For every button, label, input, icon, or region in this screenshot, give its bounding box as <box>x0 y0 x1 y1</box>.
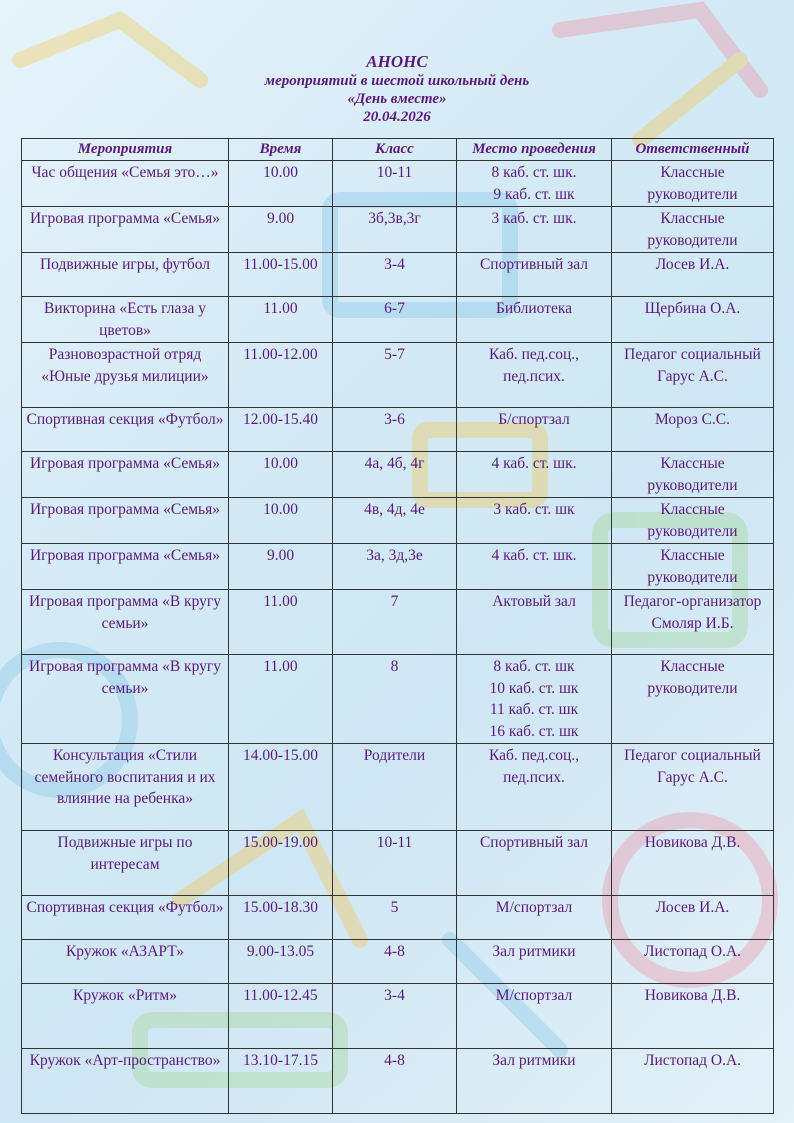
place-line: М/спортзал <box>495 987 573 1004</box>
place-line: Зал ритмики <box>492 943 576 960</box>
responsible-cell: Педагог социальный Гарус А.С. <box>612 343 774 408</box>
place-cell <box>457 498 612 544</box>
class-cell: 6-7 <box>333 297 457 343</box>
place-line: 10 каб. ст. шк <box>489 679 579 697</box>
table-row <box>22 544 774 590</box>
place-cell <box>457 544 612 590</box>
place-line: 8 каб. ст. шк. <box>491 164 577 181</box>
class-cell: 5 <box>333 896 457 940</box>
table-row <box>22 498 774 544</box>
table-row <box>22 408 774 452</box>
place-cell <box>457 1049 612 1114</box>
place-cell <box>457 831 612 896</box>
time-cell: 11.00 <box>229 297 333 343</box>
event-cell: Игровая программа «Семья» <box>22 498 229 544</box>
class-cell: 4-8 <box>333 1049 457 1114</box>
place-line: М/спортзал <box>495 899 573 916</box>
events-table <box>21 138 774 1114</box>
responsible-cell: Лосев И.А. <box>612 253 774 297</box>
event-cell: Кружок «Ритм» <box>22 984 229 1049</box>
class-cell: 5-7 <box>333 343 457 408</box>
time-cell: 13.10-17.15 <box>229 1049 333 1114</box>
time-cell: 9.00 <box>229 207 333 253</box>
time-cell: 10.00 <box>229 161 333 207</box>
table-row <box>22 343 774 408</box>
time-cell: 12.00-15.40 <box>229 408 333 452</box>
event-cell: Спортивная секция «Футбол» <box>22 408 229 452</box>
place-line: Каб. пед.соц., пед.псих. <box>488 747 580 786</box>
event-cell: Игровая программа «Семья» <box>22 544 229 590</box>
event-cell: Спортивная секция «Футбол» <box>22 896 229 940</box>
place-cell <box>457 590 612 655</box>
time-cell: 15.00-19.00 <box>229 831 333 896</box>
class-cell: 3-6 <box>333 408 457 452</box>
place-cell <box>457 408 612 452</box>
place-line: 4 каб. ст. шк. <box>491 455 577 472</box>
event-cell: Игровая программа «В кругу семьи» <box>22 590 229 655</box>
place-line: Зал ритмики <box>492 1052 576 1069</box>
table-row <box>22 297 774 343</box>
column-header: Время <box>229 139 333 161</box>
time-cell: 11.00-12.45 <box>229 984 333 1049</box>
table-row <box>22 984 774 1049</box>
class-cell: 4-8 <box>333 940 457 984</box>
event-cell: Кружок «АЗАРТ» <box>22 940 229 984</box>
column-header: Место проведения <box>457 139 612 161</box>
page-theme: «День вместе» <box>347 91 447 107</box>
event-cell: Викторина «Есть глаза у цветов» <box>22 297 229 343</box>
class-cell: 3б,3в,3г <box>333 207 457 253</box>
time-cell: 9.00 <box>229 544 333 590</box>
class-cell: 4в, 4д, 4е <box>333 498 457 544</box>
responsible-cell: Классные руководители <box>612 452 774 498</box>
class-cell: 3-4 <box>333 253 457 297</box>
responsible-cell: Классные руководители <box>612 207 774 253</box>
event-cell: Игровая программа «В кругу семьи» <box>22 655 229 744</box>
event-cell: Консультация «Стили семейного воспитания и их влияние на ребенка» <box>22 744 229 831</box>
place-line: Спортивный зал <box>479 256 589 273</box>
time-cell: 11.00 <box>229 590 333 655</box>
class-cell: Родители <box>333 744 457 831</box>
table-row <box>22 452 774 498</box>
place-line: 4 каб. ст. шк. <box>491 547 577 564</box>
place-cell <box>457 940 612 984</box>
table-row <box>22 831 774 896</box>
table-row <box>22 161 774 207</box>
time-cell: 10.00 <box>229 498 333 544</box>
responsible-cell: Классные руководители <box>612 161 774 207</box>
time-cell: 14.00-15.00 <box>229 744 333 831</box>
place-line: Библиотека <box>495 300 573 317</box>
page-date: 20.04.2026 <box>363 109 431 125</box>
class-cell: 7 <box>333 590 457 655</box>
place-line: Каб. пед.соц., пед.псих. <box>488 346 580 385</box>
table-row <box>22 590 774 655</box>
place-cell <box>457 896 612 940</box>
event-cell: Час общения «Семья это…» <box>22 161 229 207</box>
event-cell: Подвижные игры, футбол <box>22 253 229 297</box>
responsible-cell: Новикова Д.В. <box>612 831 774 896</box>
place-cell <box>457 253 612 297</box>
place-line: 3 каб. ст. шк. <box>491 210 577 227</box>
place-line: 16 каб. ст. шк <box>489 722 579 740</box>
place-line: Актовый зал <box>492 593 576 610</box>
responsible-cell: Щербина О.А. <box>612 297 774 343</box>
place-cell <box>457 984 612 1049</box>
place-line: 8 каб. ст. шк <box>493 658 575 675</box>
event-cell: Игровая программа «Семья» <box>22 207 229 253</box>
event-cell: Разновозрастной отряд «Юные друзья милиции» <box>22 343 229 408</box>
responsible-cell: Классные руководители <box>612 498 774 544</box>
time-cell: 15.00-18.30 <box>229 896 333 940</box>
table-row <box>22 207 774 253</box>
table-row <box>22 655 774 744</box>
time-cell: 11.00-15.00 <box>229 253 333 297</box>
column-header: Класс <box>333 139 457 161</box>
responsible-cell: Классные руководители <box>612 544 774 590</box>
event-cell: Кружок «Арт-пространство» <box>22 1049 229 1114</box>
responsible-cell: Классные руководители <box>612 655 774 744</box>
table-row <box>22 1049 774 1114</box>
table-body <box>22 161 774 1114</box>
page-title: АНОНС <box>366 52 428 71</box>
responsible-cell: Новикова Д.В. <box>612 984 774 1049</box>
class-cell: 8 <box>333 655 457 744</box>
time-cell: 10.00 <box>229 452 333 498</box>
event-cell: Игровая программа «Семья» <box>22 452 229 498</box>
class-cell: 10-11 <box>333 831 457 896</box>
column-header: Ответственный <box>612 139 774 161</box>
responsible-cell: Листопад О.А. <box>612 1049 774 1114</box>
place-cell <box>457 452 612 498</box>
class-cell: 10-11 <box>333 161 457 207</box>
class-cell: 3-4 <box>333 984 457 1049</box>
time-cell: 11.00-12.00 <box>229 343 333 408</box>
page-subtitle: мероприятий в шестой школьный день <box>264 73 530 89</box>
place-cell <box>457 343 612 408</box>
responsible-cell: Педагог социальный Гарус А.С. <box>612 744 774 831</box>
table-row <box>22 253 774 297</box>
responsible-cell: Листопад О.А. <box>612 940 774 984</box>
class-cell: 3а, 3д,3е <box>333 544 457 590</box>
time-cell: 11.00 <box>229 655 333 744</box>
place-cell <box>457 744 612 831</box>
place-cell <box>457 161 612 207</box>
class-cell: 4а, 4б, 4г <box>333 452 457 498</box>
event-cell: Подвижные игры по интересам <box>22 831 229 896</box>
responsible-cell: Мороз С.С. <box>612 408 774 452</box>
place-cell <box>457 655 612 744</box>
column-header: Мероприятия <box>22 139 229 161</box>
table-row <box>22 940 774 984</box>
table-header-row <box>22 139 774 161</box>
place-cell <box>457 207 612 253</box>
page-header <box>0 52 794 126</box>
place-line: Б/спортзал <box>498 411 570 428</box>
responsible-cell: Лосев И.А. <box>612 896 774 940</box>
place-line: 3 каб. ст. шк <box>493 501 575 518</box>
table-row <box>22 744 774 831</box>
place-line: 11 каб. ст. шк <box>489 701 579 718</box>
table-row <box>22 896 774 940</box>
place-line: Спортивный зал <box>479 834 589 851</box>
time-cell: 9.00-13.05 <box>229 940 333 984</box>
responsible-cell: Педагог-организатор Смоляр И.Б. <box>612 590 774 655</box>
place-cell <box>457 297 612 343</box>
place-line: 9 каб. ст. шк <box>493 185 575 203</box>
